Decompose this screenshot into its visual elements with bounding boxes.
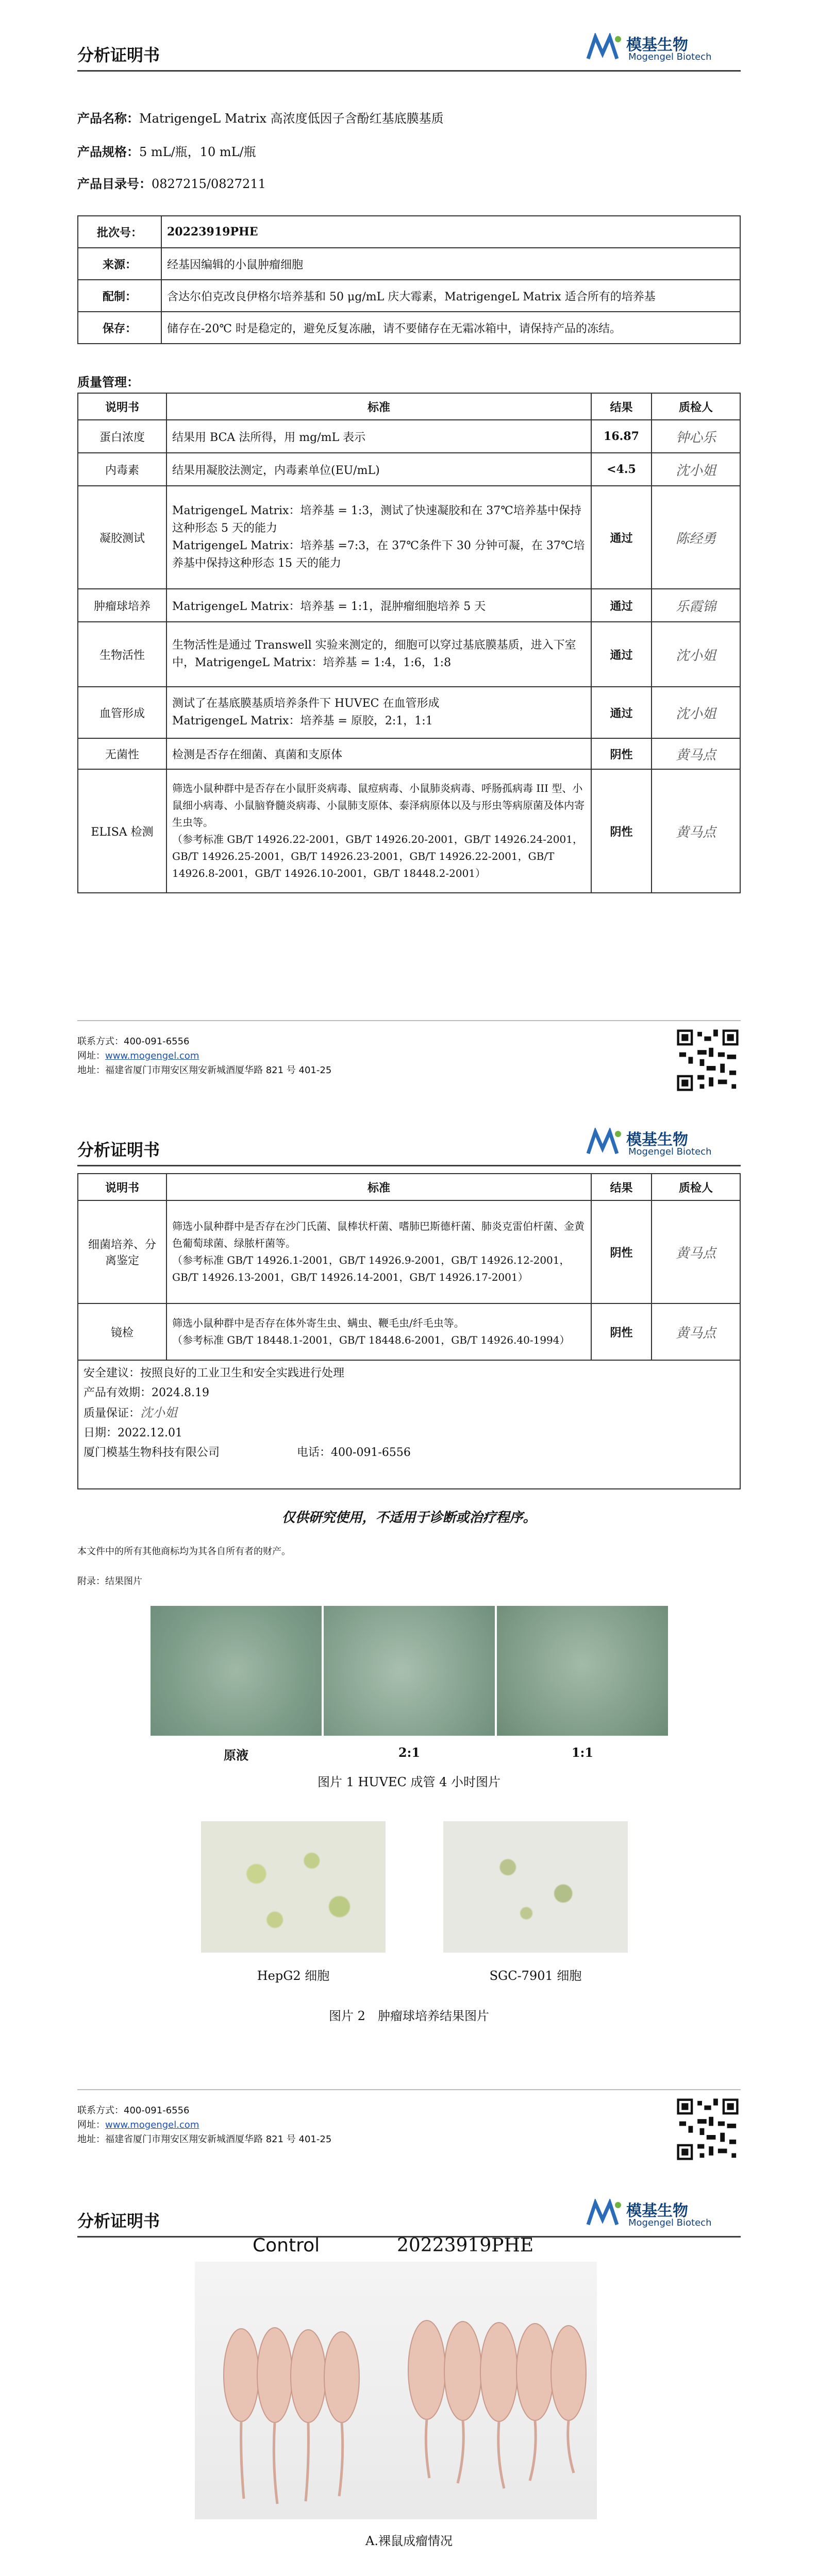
fig2-label: SGC-7901 细胞 [489,1969,582,1983]
product-catalog-value: 0827215/0827211 [152,177,266,191]
col-header-standard: 标准 [166,393,591,420]
batch-row [78,312,740,344]
fig3a-label: 20223919PHE [397,2235,534,2256]
qc-result: 通过 [591,589,652,622]
qc-result: 通过 [591,486,652,589]
company-logo [586,1126,741,1160]
qc-row [78,687,740,738]
qc-item: 血管形成 [78,687,166,738]
qc-standard: 测试了在基底膜基质培养条件下 HUVEC 在血管形成 MatrigengeL Matrix：培养基 = 原胶，2:1，1:1 [166,687,591,738]
logo-text-cn: 模基生物 [626,2202,688,2220]
qc-header-row [78,1174,740,1200]
page-2 [0,1095,818,2190]
qc-result: 阴性 [591,738,652,769]
qc-item: 无菌性 [78,738,166,769]
product-catalog-line [77,174,266,192]
page-1 [0,0,818,1095]
qc-standard: MatrigengeL Matrix：培养基 = 1:1，混肿瘤细胞培养 5 天 [166,589,591,622]
company-name: 厦门模基生物科技有限公司 [84,1446,220,1459]
trademark-note: 本文件中的所有其他商标均为其各自所有者的财产。 [77,1546,291,1557]
qc-standard: 生物活性是通过 Transwell 实验来测定的，细胞可以穿过基底膜基质，进入下室中，MatrigengeL Matrix：培养基 = 1:4，1:6，1:8 [166,622,591,687]
safety-block [78,1360,740,1489]
nude-mice-photo [195,2262,597,2519]
footer-web-line [77,2118,331,2132]
batch-table [77,215,741,344]
qc-inspector-signature: 钟心乐 [652,420,740,453]
safety-advice: 安全建议：按照良好的工业卫生和安全实践进行处理 [84,1367,345,1380]
qc-row [78,453,740,486]
qc-inspector-signature: 黄马点 [652,769,740,893]
qc-row [78,589,740,622]
col-header-inspector: 质检人 [652,1174,740,1200]
qc-row [78,1200,740,1303]
qc-inspector-signature: 陈经勇 [652,486,740,589]
huvec-micrograph-1-1 [497,1606,668,1736]
qc-row [78,738,740,769]
logo-text-en: Mogengel Biotech [628,52,712,62]
qc-inspector-signature: 黄马点 [652,1303,740,1360]
nude-mice-illustration [195,2262,597,2519]
qc-inspector-signature: 沈小姐 [652,687,740,738]
footer-address: 地址：福建省厦门市翔安区翔安新城酒厦华路 821 号 401-25 [77,2134,332,2145]
qc-standard: 筛选小鼠种群中是否存在小鼠肝炎病毒、鼠痘病毒、小鼠肺炎病毒、呼肠孤病毒 III 型、小鼠细小病毒、小鼠脑脊髓炎病毒、小鼠肺支原体、泰泽病原体以及与形虫等病原菌及体内寄生虫等。 （参考标准 GB/T 14926.22-2001，GB/T 14926.20-2001，GB/T 14926.24-2001，GB/T 14926.25-2001，GB/T 14926.23-2001，GB/T 14926.22-2001，GB/T 14926.8-2001，GB/T 14926.10-2001，GB/T 18448.2-2001） [166,769,591,893]
qc-row [78,486,740,589]
prep-value: 含达尔伯克改良伊格尔培养基和 50 μg/mL 庆大霉素，MatrigengeL Matrix 适合所有的培养基 [161,280,740,312]
qc-item: ELISA 检测 [78,769,166,893]
fig1-label: 2:1 [398,1745,421,1760]
footer-phone: 联系方式：400-091-6556 [77,2105,190,2116]
footer-web-link[interactable]: www.mogengel.com [105,1050,199,1061]
footer-web-link[interactable]: www.mogengel.com [105,2120,199,2130]
logo-text-cn: 模基生物 [626,36,688,54]
qc-section-title: 质量管理： [77,375,139,389]
qc-inspector-signature: 黄马点 [652,738,740,769]
document-title: 分析证明书 [77,2211,160,2231]
qc-result: 阴性 [591,769,652,893]
footer-address: 地址：福建省厦门市翔安区翔安新城酒厦华路 821 号 401-25 [77,1065,332,1076]
page-header [77,34,741,72]
huvec-micrograph-stock [151,1606,322,1736]
company-logo [586,2197,741,2231]
storage-label: 保存： [78,312,161,344]
qc-inspector-signature: 沈小姐 [652,453,740,486]
qr-code-icon [675,1027,741,1093]
col-header-result: 结果 [591,1174,652,1200]
fig3a-label: Control [253,2235,320,2256]
qc-standard: 结果用凝胶法测定，内毒素单位(EU/mL) [166,453,591,486]
fig2-caption: 图片 2 肿瘤球培养结果图片 [329,2009,489,2023]
sgc7901-spheroid-photo [443,1821,628,1953]
page-footer [77,2089,741,2177]
qc-inspector-signature: 沈小姐 [652,622,740,687]
footer-divider [77,2089,741,2090]
product-catalog-label: 产品目录号： [77,176,152,191]
qa-signature: 沈小姐 [140,1405,178,1420]
footer-web-line [77,1049,331,1063]
qc-table [77,393,741,893]
batch-row [78,248,740,280]
footer-contact [77,2104,331,2147]
col-header-item: 说明书 [78,393,166,420]
document-title: 分析证明书 [77,45,160,65]
fig1-label: 1:1 [571,1745,594,1760]
footer-contact [77,1035,331,1078]
qc-standard: 检测是否存在细菌、真菌和支原体 [166,738,591,769]
company-line [84,1443,734,1463]
qc-standard: 结果用 BCA 法所得，用 mg/mL 表示 [166,420,591,453]
logo-text-en: Mogengel Biotech [628,1146,712,1157]
logo-mark-icon [586,1128,622,1158]
col-header-standard: 标准 [166,1174,591,1200]
qa-label: 质量保证： [84,1407,141,1420]
qc-table-continued [77,1173,741,1489]
expiry-date: 产品有效期：2024.8.19 [84,1386,209,1399]
logo-mark-icon [586,2199,622,2229]
footer-web-label: 网址： [77,2120,105,2130]
hepg2-spheroid-photo [201,1821,386,1953]
source-label: 来源： [78,248,161,280]
qc-result: 通过 [591,622,652,687]
col-header-result: 结果 [591,393,652,420]
qc-row [78,769,740,893]
appendix-title: 附录：结果图片 [77,1576,142,1587]
issue-date: 日期：2022.12.01 [84,1427,182,1439]
qc-result: 阴性 [591,1303,652,1360]
qc-result: <4.5 [591,453,652,486]
qa-line [84,1403,734,1423]
safety-row [78,1360,740,1489]
fig1-caption: 图片 1 HUVEC 成管 4 小时图片 [317,1775,501,1789]
huvec-micrograph-2-1 [324,1606,495,1736]
fig3a-caption: A.裸鼠成瘤情况 [365,2534,453,2548]
qc-item: 镜检 [78,1303,166,1360]
research-only-notice: 仅供研究使用，不适用于诊断或治疗程序。 [281,1510,537,1526]
qc-result: 阴性 [591,1200,652,1303]
product-name-value: MatrigengeL Matrix 高浓度低因子含酚红基底膜基质 [139,111,444,126]
qc-row [78,622,740,687]
fig1-label: 原液 [224,1748,248,1762]
batch-label: 批次号： [78,216,161,248]
storage-value: 储存在-20℃ 时是稳定的，避免反复冻融，请不要储存在无霜冰箱中，请保持产品的冻结。 [161,312,740,344]
qc-standard: 筛选小鼠种群中是否存在沙门氏菌、鼠棒状杆菌、嗜肺巴斯德杆菌、肺炎克雷伯杆菌、金黄色葡萄球菌、绿脓杆菌等。 （参考标准 GB/T 14926.1-2001，GB/T 14926.9-2001，GB/T 14926.12-2001，GB/T 14926.13-2001，GB/T 14926.14-2001，GB/T 14926.17-2001） [166,1200,591,1303]
prep-label: 配制： [78,280,161,312]
qc-item: 蛋白浓度 [78,420,166,453]
qc-row [78,420,740,453]
qc-item: 肿瘤球培养 [78,589,166,622]
product-name-line [77,108,444,126]
qc-item: 生物活性 [78,622,166,687]
col-header-item: 说明书 [78,1174,166,1200]
qc-header-row [78,393,740,420]
batch-value: 20223919PHE [161,216,740,248]
qc-inspector-signature: 乐霞锦 [652,589,740,622]
product-spec-label: 产品规格： [77,144,139,159]
qc-standard: MatrigengeL Matrix：培养基 = 1:3，测试了快速凝胶和在 37℃培养基中保持这种形态 5 天的能力 MatrigengeL Matrix：培养基 =7:3，在 37℃条件下 30 分钟可凝，在 37℃培养基中保持这种形态 15 天的能力 [166,486,591,589]
document-title: 分析证明书 [77,1140,160,1160]
qc-item: 内毒素 [78,453,166,486]
product-spec-line [77,142,256,160]
qc-result: 通过 [591,687,652,738]
fig2-label: HepG2 细胞 [257,1969,330,1983]
company-phone: 电话：400-091-6556 [297,1446,411,1459]
page-header [77,1129,741,1166]
logo-mark-icon [586,33,622,63]
qr-code-icon [675,2096,741,2162]
source-value: 经基因编辑的小鼠肿瘤细胞 [161,248,740,280]
footer-phone: 联系方式：400-091-6556 [77,1036,190,1047]
col-header-inspector: 质检人 [652,393,740,420]
product-name-label: 产品名称： [77,111,139,126]
product-spec-value: 5 mL/瓶，10 mL/瓶 [139,145,256,159]
footer-divider [77,1020,741,1021]
qc-inspector-signature: 黄马点 [652,1200,740,1303]
qc-item: 凝胶测试 [78,486,166,589]
logo-text-en: Mogengel Biotech [628,2217,712,2228]
qc-standard: 筛选小鼠种群中是否存在体外寄生虫、螨虫、鞭毛虫/纤毛虫等。 （参考标准 GB/T 18448.1-2001，GB/T 18448.6-2001，GB/T 14926.40-1994） [166,1303,591,1360]
qc-item: 细菌培养、分离鉴定 [78,1200,166,1303]
footer-web-label: 网址： [77,1050,105,1061]
logo-text-cn: 模基生物 [626,1131,688,1149]
qc-result: 16.87 [591,420,652,453]
company-logo [586,31,741,65]
page-3 [0,2190,818,2576]
qc-row [78,1303,740,1360]
page-header [77,2200,741,2238]
batch-row [78,216,740,248]
batch-row [78,280,740,312]
